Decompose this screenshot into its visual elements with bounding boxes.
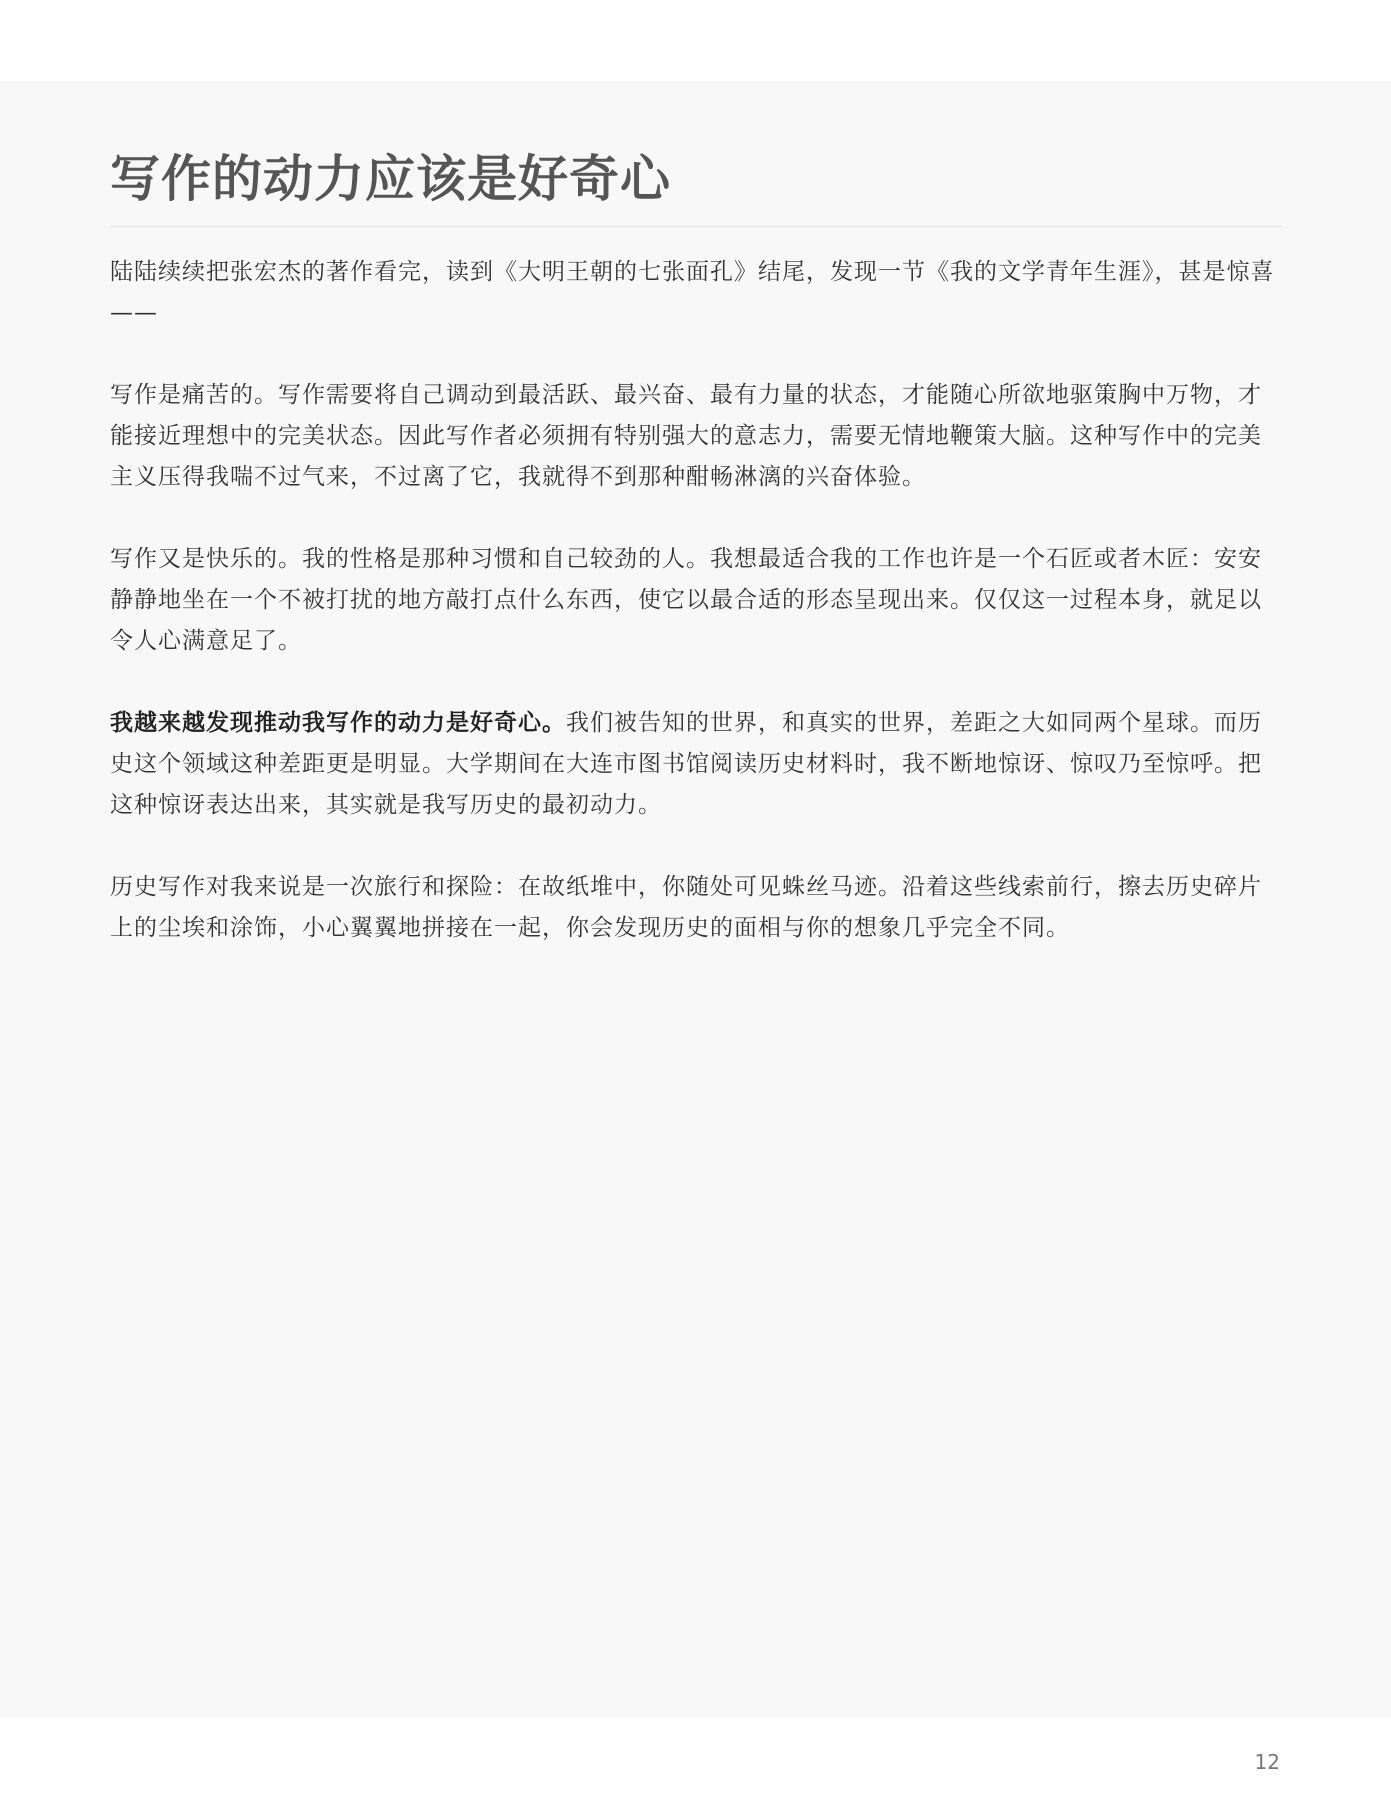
page-title: 写作的动力应该是好奇心 [110,150,671,208]
title-divider [110,226,1282,227]
article-content [110,81,1282,949]
paragraph-text: 我们被告知的世界，和真实的世界，差距之大如同两个星球。而历史这个领域这种差距更是明显。大学期间在大连市图书馆阅读历史材料时，我不断地惊讶、惊叹乃至惊呼。把这种惊讶表达出来，其实就是我写历史的最初动力。 [110,710,1262,818]
page-number: 12 [1254,1750,1280,1774]
paragraph-writing-joy [110,539,1282,662]
paragraph-text: 写作是痛苦的。写作需要将自己调动到最活跃、最兴奋、最有力量的状态，才能随心所欲地驱策胸中万物，才能接近理想中的完美状态。因此写作者必须拥有特别强大的意志力，需要无情地鞭策大脑。这种写作中的完美主义压得我喘不过气来，不过离了它，我就得不到那种酣畅淋漓的兴奋体验。 [110,382,1262,490]
paragraph-bold-lead: 我越来越发现推动我写作的动力是好奇心。 [110,710,566,736]
paragraph-text: 陆陆续续把张宏杰的著作看完，读到《大明王朝的七张面孔》结尾，发现一节《我的文学青年生涯》，甚是惊喜—— [110,259,1275,326]
paragraph-history-exploration [110,867,1282,949]
paragraph-text: 历史写作对我来说是一次旅行和探险：在故纸堆中，你随处可见蛛丝马迹。沿着这些线索前行，擦去历史碎片上的尘埃和涂饰，小心翼翼地拼接在一起，你会发现历史的面相与你的想象几乎完全不同。 [110,874,1262,941]
paragraph-intro [110,252,1282,334]
paragraph-text: 写作又是快乐的。我的性格是那种习惯和自己较劲的人。我想最适合我的工作也许是一个石匠或者木匠：安安静静地坐在一个不被打扰的地方敲打点什么东西，使它以最合适的形态呈现出来。仅仅这一过程本身，就足以令人心满意足了。 [110,546,1262,654]
paragraph-curiosity [110,703,1282,826]
paragraph-writing-pain [110,375,1282,498]
